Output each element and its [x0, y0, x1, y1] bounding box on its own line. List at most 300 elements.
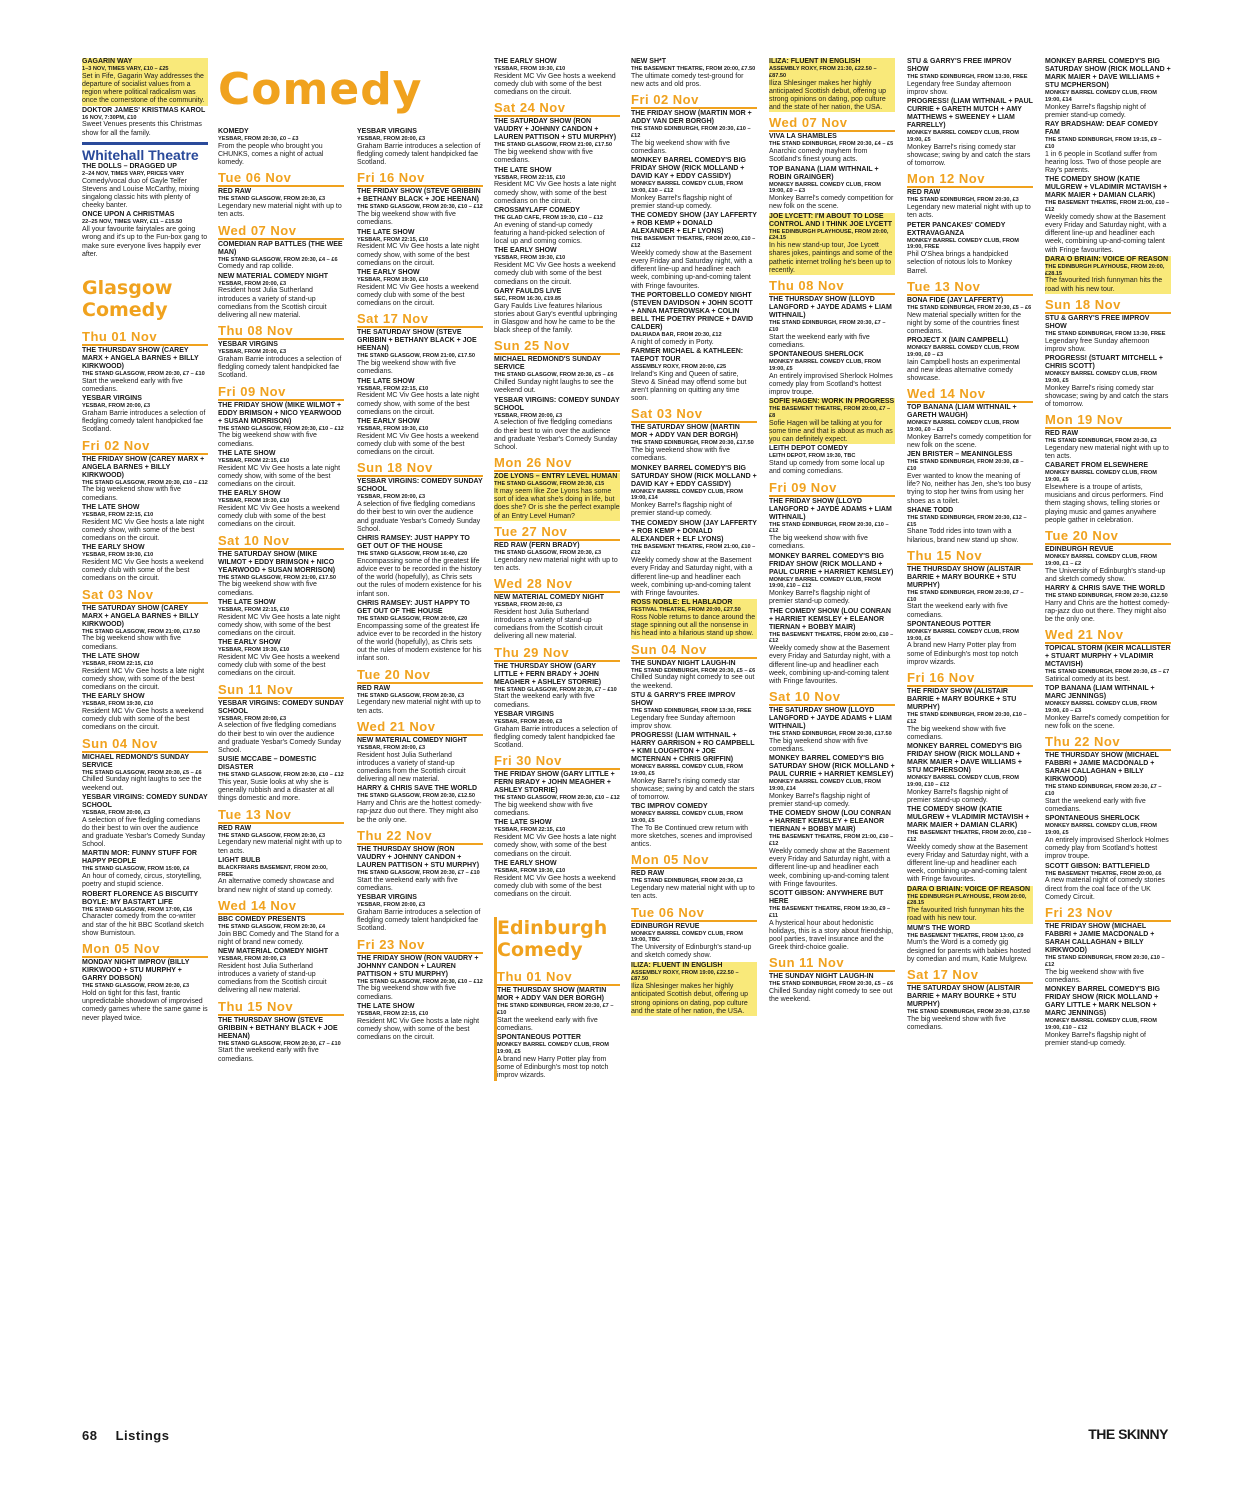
col8-days — [1045, 297, 1171, 1048]
listing-item — [82, 211, 208, 259]
listing-venue: THE BASEMENT THEATRE, FROM 20:00, £10 – £12 — [631, 236, 756, 249]
listing-title: THE FRIDAY SHOW (GARY LITTLE + FERN BRADY + JOHN MEAGHER + ASHLEY STORRIE) — [494, 771, 615, 795]
listing-venue: YESBAR, FROM 20:00, £3 — [494, 412, 563, 419]
listing-desc: An hour of comedy, circus, storytelling, poetry and stupid science. — [82, 873, 202, 889]
listing-venue: MONKEY BARREL COMEDY CLUB, FROM 19:00, FREE — [907, 237, 1019, 251]
listing-title: MONKEY BARREL COMEDY'S BIG FRIDAY SHOW (RICK MOLLAND + PAUL CURRIE + HARRIET KEMSLEY) — [769, 552, 894, 576]
page-title: Comedy — [218, 64, 423, 115]
listing-venue: YESBAR, FROM 22:15, £10 — [357, 385, 429, 392]
listing-venue: THE STAND EDINBURGH, FROM 20:30, £17.50 — [907, 1009, 1030, 1016]
listing-venue: THE STAND GLASGOW, FROM 20:30, £12.50 — [357, 793, 476, 800]
listing-venue: MONKEY BARREL COMEDY CLUB, FROM 19:00, £0 – £3 — [907, 345, 1019, 359]
listing-venue: THE STAND EDINBURGH, FROM 20:30, £17.50 — [631, 440, 754, 447]
listing-desc: Monkey Barrel's comedy competition for new folk on the scene. — [769, 195, 894, 211]
listing-title: THE LATE SHOW — [357, 1002, 415, 1010]
listing-title: GAGARIN WAY — [82, 58, 133, 65]
listing-title: SPONTANEOUS POTTER — [907, 620, 991, 628]
listing-venue: THE STAND GLASGOW, FROM 20:00, £20 — [357, 615, 468, 622]
day-heading: Fri 23 Nov — [357, 937, 483, 954]
listing-title: YESBAR VIRGINS — [218, 341, 278, 349]
listing-title: YESBAR VIRGINS — [82, 395, 142, 403]
listing-desc: Weekly comedy show at the Basement every Friday and Saturday night, with a different line-up and headliner each week, combining up-and-coming talent with Fringe favourites. — [907, 843, 1029, 884]
listing-desc: Monkey Barrel's flagship night of premier stand-up comedy. — [631, 502, 732, 518]
listing-venue: 16 NOV, 7:30PM, £10 — [82, 114, 137, 121]
listing-title: SHANE TODD — [907, 506, 954, 514]
listing-venue: YESBAR, FROM 20:00, £3 — [357, 136, 426, 142]
listing-venue: YESBAR, FROM 22:15, £10 — [357, 1010, 429, 1017]
listing-venue: THE STAND EDINBURGH, FROM 20:30, £5 – £7 — [1045, 669, 1170, 676]
listing-desc: It may seem like Zoe Lyons has some sort of idea what she's doing in life, but does she? Or is she the perfect example of an Entry Level Human? — [494, 488, 620, 520]
listing-desc: Sofie Hagen will be talking at you for some time and that is about as much as you can definitely expect. — [769, 419, 893, 444]
column-7 — [907, 58, 1033, 1033]
listing-desc: The big weekend show with five comedians. — [631, 447, 730, 463]
listing-item — [82, 850, 208, 889]
day-heading: Wed 14 Nov — [218, 898, 344, 915]
listing-title: SCOTT GIBSON: ANYWHERE BUT HERE — [769, 890, 884, 906]
listing-venue: THE STAND GLASGOW, FROM 20:30, £3 — [357, 692, 465, 699]
listing-title: THE EARLY SHOW — [494, 859, 557, 867]
listing-venue: 2–24 NOV, TIMES VARY, PRICES VARY — [82, 170, 185, 177]
listing-item — [82, 959, 208, 1023]
listing-venue: THE STAND EDINBURGH, FROM 13:30, FREE — [907, 74, 1028, 80]
col6-top-list — [769, 58, 895, 112]
listing-item — [218, 756, 344, 803]
listing-title: THE DOLLS – DRAGGED UP — [82, 162, 177, 170]
listing-item — [1045, 752, 1171, 814]
listing-item — [1045, 685, 1171, 731]
listing-title: MICHAEL REDMOND'S SUNDAY SERVICE — [494, 356, 601, 372]
listing-desc: Start the weekend early with five comedians. — [357, 876, 458, 892]
listing-venue: THE STAND GLASGOW, FROM 20:30, £4 — [218, 923, 326, 930]
day-heading: Sun 18 Nov — [357, 460, 483, 477]
listing-item — [1045, 121, 1171, 175]
listing-item — [631, 348, 757, 404]
col8-top-list — [1045, 58, 1171, 294]
listing-venue: THE STAND EDINBURGH, FROM 13:30, FREE — [1045, 330, 1166, 337]
listing-item — [631, 292, 757, 347]
listing-venue: YESBAR, FROM 19:30, £10 — [494, 255, 566, 262]
col4-top-list — [494, 58, 620, 97]
listing-venue: LEITH DEPOT, FROM 19:30, TBC — [769, 453, 856, 460]
listing-title: ILIZA: FLUENT IN ENGLISH — [631, 961, 723, 969]
listing-venue: THE STAND GLASGOW, FROM 20:30, £3 — [494, 549, 602, 556]
listing-desc: The big weekend show with five comedians. — [907, 1015, 1006, 1032]
listing-venue: MONKEY BARREL COMEDY CLUB, FROM 19:00, £1 – £2 — [1045, 554, 1157, 567]
section-name: Listings — [115, 1428, 170, 1443]
listing-title: THE EARLY SHOW — [218, 490, 281, 498]
listing-title: VIVA LA SHAMBLES — [769, 133, 837, 141]
listing-title: STU & GARRY'S FREE IMPROV SHOW — [907, 58, 1012, 73]
listing-desc: Start the weekend early with five comedians. — [497, 1016, 598, 1033]
listing-title: MONKEY BARREL COMEDY'S BIG SATURDAY SHOW (RICK MOLLAND + MARK MAIER + DAVE WILLIAMS + STU MCPHERSON) — [1045, 58, 1171, 89]
listing-venue: MONKEY BARREL COMEDY CLUB, FROM 19:00, £0 – £3 — [769, 181, 881, 195]
listing-item — [907, 404, 1033, 450]
listing-desc: A night of comedy in Porty. — [631, 338, 714, 346]
day-heading: Thu 22 Nov — [357, 828, 483, 845]
listing-item — [218, 639, 344, 678]
listing-desc: The University of Edinburgh's stand-up and sketch comedy show. — [631, 944, 752, 960]
day-heading: Wed 14 Nov — [907, 386, 1033, 403]
listing-desc: Resident MC Viv Gee hosts a weekend comedy club with some of the best comedians on the circuit. — [82, 559, 204, 583]
listing-desc: Resident MC Viv Gee hosts a late night comedy show, with some of the best comedians on the circuit. — [357, 243, 480, 267]
listing-venue: THE STAND EDINBURGH, FROM 20:30, £7 – £10 — [769, 320, 886, 333]
listing-item — [1045, 815, 1171, 861]
listing-venue: YESBAR, FROM 19:30, £10 — [218, 647, 290, 654]
listing-item — [82, 544, 208, 583]
listing-item — [497, 987, 620, 1033]
listing-desc: Resident MC Viv Gee hosts a late night comedy show, with some of the best comedians on the circuit. — [494, 834, 617, 858]
listing-title: THE FRIDAY SHOW (STEVE GRIBBIN + BETHANY BLACK + JOE HEENAN) — [357, 188, 481, 204]
listing-title: COMEDIAN RAP BATTLES (THE WEE MAN) — [218, 240, 343, 256]
listing-item — [218, 241, 344, 272]
listing-desc: The big weekend show with five comedians. — [357, 211, 456, 227]
listing-item — [218, 599, 344, 638]
listing-title: MUM'S THE WORD — [907, 924, 971, 932]
listing-title: ONCE UPON A CHRISTMAS — [82, 211, 175, 219]
listing-title: THE LATE SHOW — [357, 377, 415, 385]
listing-venue: YESBAR, FROM 19:30, £10 — [82, 552, 154, 559]
listing-item — [769, 213, 895, 275]
listing-item — [357, 955, 483, 1002]
listing-item — [631, 803, 757, 849]
listing-venue: THE STAND EDINBURGH, FROM 20:30, £7 – £10 — [497, 1003, 614, 1017]
edinburgh-title: Edinburgh Comedy — [497, 917, 608, 962]
listing-item — [907, 688, 1033, 742]
day-heading: Thu 01 Nov — [497, 969, 620, 986]
listing-item — [631, 58, 757, 89]
listing-desc: Resident MC Viv Gee hosts a weekend comedy club with some of the best comedians on the circuit. — [357, 432, 479, 457]
listing-title: THE FRIDAY SHOW (MARTIN MOR + ADDY VAN DER BORGH) — [631, 110, 752, 126]
listing-title: NEW MATERIAL COMEDY NIGHT — [218, 948, 329, 956]
listing-desc: This year, Susie looks at why she is generally rubbish and a disaster at all things domestic and more. — [218, 779, 334, 803]
listing-desc: A brand new Harry Potter play from some of Edinburgh's most top notch improv wizards. — [907, 642, 1019, 666]
listing-title: MONKEY BARREL COMEDY'S BIG FRIDAY SHOW (RICK MOLLAND + MARK MAIER + DAVE WILLIAMS + STU MCPHERSON) — [907, 743, 1022, 775]
listing-desc: The big weekend show with five comedians. — [357, 985, 456, 1001]
listing-desc: Monkey Barrel's flagship night of premier stand-up comedy. — [769, 590, 870, 606]
listing-title: STU & GARRY'S FREE IMPROV SHOW — [1045, 314, 1150, 330]
listing-venue: THE STAND GLASGOW, FROM 20:30, £15 — [494, 481, 605, 488]
listing-venue: THE BASEMENT THEATRE, FROM 20:00, £10 – £12 — [907, 830, 1032, 843]
col7-top-list — [907, 58, 1033, 168]
listing-title: THE THURSDAY SHOW (CAREY MARX + ANGELA BARNES + BILLY KIRKWOOD) — [82, 347, 199, 371]
listing-venue: THE STAND EDINBURGH, FROM 20:30, £3 — [631, 878, 743, 885]
listing-desc: An alternative comedy showcase and brand new night of stand up comedy. — [218, 878, 334, 894]
listing-venue: THE STAND EDINBURGH, FROM 20:30, £5 – £6 — [769, 981, 894, 988]
listing-item — [769, 890, 895, 952]
listing-desc: Legendary free Sunday afternoon improv show. — [1045, 337, 1150, 353]
listing-venue: THE STAND EDINBURGH, FROM 20:30, £5 – £6 — [631, 667, 756, 674]
day-heading: Tue 20 Nov — [1045, 528, 1171, 545]
listing-title: MONDAY NIGHT IMPROV (BILLY KIRKWOOD + STU MURPHY + GARRY DOBSON) — [82, 959, 190, 983]
listing-title: ROSS NOBLE: EL HABLADOR — [631, 599, 733, 607]
listing-venue: THE BASEMENT THEATRE, FROM 20:00, £6 — [1045, 870, 1162, 877]
listing-title: RED RAW (FERN BRADY) — [494, 541, 580, 549]
day-heading: Thu 29 Nov — [494, 645, 620, 662]
listing-item — [357, 894, 483, 933]
listing-title: THE FRIDAY SHOW (MIKE WILMOT + EDDY BRIMSON + NICO YEARWOOD + SUSAN MORRISON) — [218, 401, 342, 425]
day-heading: Tue 06 Nov — [631, 905, 757, 922]
day-heading: Wed 21 Nov — [1045, 627, 1171, 644]
listing-item — [82, 107, 208, 138]
listing-title: CROSSMYLAFF COMEDY — [494, 207, 580, 215]
listing-item — [82, 58, 208, 106]
listing-venue: THE BASEMENT THEATRE, FROM 21:00, £10 – £12 — [1045, 200, 1170, 213]
day-heading: Sat 17 Nov — [907, 967, 1033, 984]
listing-venue: YESBAR, FROM 20:00, £3 — [218, 715, 287, 722]
listing-title: THE COMEDY SHOW (KATIE MULGREW + VLADIMIR MCTAVISH + MARK MAIER + DAMIAN CLARK) — [1045, 176, 1168, 200]
listing-item — [1045, 315, 1171, 354]
day-heading: Sun 11 Nov — [218, 682, 344, 699]
listing-desc: Weekly comedy show at the Basement every Friday and Saturday night, with a different line-up and headliner each week, combining up-and-coming talent with Fringe favourites. — [769, 848, 891, 888]
listing-title: SPONTANEOUS SHERLOCK — [1045, 815, 1140, 823]
listing-item — [357, 128, 483, 167]
listing-title: THE EARLY SHOW — [357, 418, 420, 426]
listing-title: SPONTANEOUS SHERLOCK — [769, 351, 864, 359]
day-heading: Mon 26 Nov — [494, 455, 620, 472]
listing-desc: Chilled Sunday night laughs to see the weekend out. — [82, 776, 202, 792]
day-heading: Mon 05 Nov — [82, 941, 208, 958]
listing-item — [82, 794, 208, 850]
listing-venue: BLACKFRIARS BASEMENT, FROM 20:00, FREE — [218, 864, 328, 878]
listing-desc: Harry and Chris are the hottest comedy-rap-jazz duo out there. They might also be the only one. — [357, 800, 482, 824]
listing-desc: Resident MC Viv Gee hosts a weekend comedy club with some of the best comedians on the circuit. — [494, 72, 616, 97]
listing-title: THE SATURDAY SHOW (LLOYD LANGFORD + JAYDE ADAMS + LIAM WITHNAIL) — [769, 707, 892, 731]
listing-desc: Legendary new material night with up to ten acts. — [357, 699, 481, 715]
listing-title: SPONTANEOUS POTTER — [497, 1034, 581, 1042]
listing-desc: Legendary new material night with up to ten acts. — [218, 203, 342, 219]
listing-item — [357, 737, 483, 785]
listing-desc: Iliza Shlesinger makes her highly anticipated Scottish debut, offering up strong opinions on dating, pop culture and the state of her nation, the USA. — [631, 983, 749, 1015]
listing-desc: Legendary new material night with up to ten acts. — [494, 556, 618, 572]
page-number: 68 — [82, 1428, 98, 1443]
listing-title: THE EARLY SHOW — [494, 58, 557, 65]
listing-venue: THE STAND GLASGOW, FROM 20:30, £7 – £10 — [494, 686, 617, 693]
column-6 — [769, 58, 895, 1006]
listing-venue: MONKEY BARREL COMEDY CLUB, FROM 19:00, £5 — [631, 811, 743, 825]
listing-venue: MONKEY BARREL COMEDY CLUB, FROM 19:00, £5 — [1045, 470, 1157, 484]
listing-desc: Resident host Julia Sutherland introduces a variety of stand-up comedians from the Scottish circuit delivering all new material. — [357, 751, 466, 784]
listing-desc: Resident MC Viv Gee hosts a weekend comedy club with some of the best comedians on the circuit. — [494, 262, 616, 286]
day-heading: Fri 02 Nov — [631, 92, 757, 109]
listing-venue: THE STAND GLASGOW, FROM 20:30, £7 – £10 — [82, 371, 205, 378]
listing-venue: MONKEY BARREL COMEDY CLUB, FROM 19:00, £10 – £12 — [631, 181, 743, 194]
listing-item — [494, 771, 620, 818]
listing-venue: YESBAR, FROM 20:00, £3 — [218, 349, 287, 356]
listing-venue: YESBAR, FROM 19:30, £10 — [82, 701, 154, 708]
listing-item — [631, 692, 757, 731]
listing-title: THE THURSDAY SHOW (LLOYD LANGFORD + JAYDE ADAMS + LIAM WITHNAIL) — [769, 296, 892, 320]
listing-title: HARRY & CHRIS SAVE THE WORLD — [1045, 585, 1166, 593]
listing-venue: THE STAND EDINBURGH, FROM 20:30, £4 – £5 — [769, 141, 894, 148]
listing-desc: Set in Fife, Gagarin Way addresses the departure of socialist values from a region where political radicalism was once the cornerstone of the community. — [82, 72, 205, 105]
listing-title: TOP BANANA (LIAM WITHNAIL + GARETH WAUGH) — [907, 404, 1017, 420]
listing-venue: THE STAND GLASGOW, FROM 20:30, £10 – £12 — [494, 795, 620, 802]
listing-item — [631, 923, 757, 961]
whitehall-title: Whitehall Theatre — [82, 142, 208, 163]
day-heading: Fri 09 Nov — [218, 384, 344, 401]
listing-title: LEITH DEPOT COMEDY — [769, 445, 848, 453]
listing-desc: Start the weekend early with five comedians. — [769, 333, 870, 349]
listing-desc: Monkey Barrel's flagship night of premier stand-up comedy. — [631, 194, 732, 210]
listing-desc: The big weekend show with five comedians. — [907, 725, 1006, 741]
listing-item — [769, 296, 895, 350]
listing-item — [357, 535, 483, 599]
listing-venue: THE STAND GLASGOW, FROM 20:30, £7 – £10 — [218, 1040, 341, 1047]
listing-desc: A selection of five fledgling comedians do their best to win over the audience and graduate Yesbar's Comedy Sunday School. — [494, 419, 618, 452]
listing-venue: THE STAND GLASGOW, FROM 15:00, £4 — [82, 866, 190, 873]
listing-item — [907, 222, 1033, 276]
listing-desc: Start the weekend early with five comedians. — [218, 1047, 319, 1063]
listing-venue: MONKEY BARREL COMEDY CLUB, FROM 19:00, £0 – £3 — [1045, 701, 1157, 715]
listing-item — [357, 188, 483, 227]
listing-item — [494, 594, 620, 642]
col6-days — [769, 115, 895, 1004]
listing-venue: THE STAND EDINBURGH, FROM 20:30, £5 – £6 — [907, 304, 1032, 311]
listing-title: NEW MATERIAL COMEDY NIGHT — [357, 736, 468, 744]
listing-title: THE THURSDAY SHOW (GARY LITTLE + FERN BRADY + JOHN MEAGHER + ASHLEY STORRIE) — [494, 662, 602, 686]
listing-venue: SEC, FROM 16:30, £19.85 — [494, 295, 562, 302]
listing-venue: MONKEY BARREL COMEDY CLUB, FROM 19:00, £14 — [769, 779, 881, 793]
listing-item — [218, 402, 344, 449]
listing-title: RED RAW — [631, 870, 665, 878]
day-heading: Sat 17 Nov — [357, 311, 483, 328]
listing-desc: From the people who brought you CHUNKS, comes a night of actual komedy. — [218, 142, 324, 167]
listing-venue: THE STAND EDINBURGH, FROM 20:30, £7 – £10 — [907, 589, 1024, 603]
listing-venue: THE EDINBURGH PLAYHOUSE, FROM 20:00, £28.15 — [907, 893, 1027, 907]
listing-item — [218, 490, 344, 529]
listing-desc: Resident host Julia Sutherland introduces a variety of stand-up comedians from the Scottish circuit delivering all new material. — [494, 608, 603, 641]
listing-item — [907, 189, 1033, 220]
listing-venue: YESBAR, FROM 19:30, £10 — [494, 867, 566, 874]
listing-desc: The big weekend show with five comedians. — [218, 432, 317, 448]
listing-title: THE THURSDAY SHOW (MARTIN MOR + ADDY VAN DER BORGH) — [497, 987, 607, 1003]
listing-title: THE FRIDAY SHOW (ALISTAIR BARRIE + MARY BOURKE + STU MURPHY) — [907, 688, 1017, 712]
listing-title: THE EARLY SHOW — [82, 693, 145, 701]
listing-venue: ASSEMBLY ROXY, FROM 20:00, £25 — [631, 363, 727, 370]
listing-title: MONKEY BARREL COMEDY'S BIG FRIDAY SHOW (RICK MOLLAND + GARY LITTLE + MARK NELSON + MARC JENNINGS) — [1045, 986, 1160, 1018]
listing-item — [494, 288, 620, 336]
listing-title: BBC COMEDY PRESENTS — [218, 915, 306, 923]
listing-venue: ASSEMBLY ROXY, FROM 19:00, £22.50 – £87.50 — [631, 969, 739, 983]
day-heading: Thu 15 Nov — [218, 999, 344, 1016]
listing-title: MONKEY BARREL COMEDY'S BIG SATURDAY SHOW (RICK MOLLAND + PAUL CURRIE + HARRIET KEMSLEY) — [769, 755, 895, 779]
listing-desc: The ultimate comedy test-ground for new acts and old pros. — [631, 72, 744, 88]
listing-item — [218, 700, 344, 756]
day-heading: Fri 16 Nov — [907, 670, 1033, 687]
day-heading: Sun 11 Nov — [769, 955, 895, 972]
listing-desc: Graham Barrie introduces a selection of fledgling comedy talent handpicked fae Scotland. — [494, 725, 618, 750]
listing-desc: A new material night of comedy stories direct from the coal face of the UK Comedy Circuit. — [1045, 877, 1165, 901]
listing-item — [218, 1017, 344, 1064]
footer-left — [82, 1428, 169, 1443]
listing-venue: MONKEY BARREL COMEDY CLUB, FROM 19:00, TBC — [631, 930, 743, 944]
listing-desc: Resident MC Viv Gee hosts a late night comedy show, with some of the best comedians on the circuit. — [218, 464, 341, 489]
day-heading: Thu 22 Nov — [1045, 734, 1171, 751]
day-heading: Fri 09 Nov — [769, 480, 895, 497]
listing-desc: Resident MC Viv Gee hosts a late night comedy show, with some of the best comedians on the circuit. — [357, 392, 480, 416]
listing-title: THE LATE SHOW — [82, 503, 140, 511]
listing-item — [357, 269, 483, 308]
listing-desc: Resident MC Viv Gee hosts a late night comedy show, with some of the best comedians on the circuit. — [357, 1017, 480, 1041]
listing-venue: THE BASEMENT THEATRE, FROM 19:30, £9 – £11 — [769, 906, 891, 919]
listing-item — [631, 870, 757, 901]
listing-title: CHRIS RAMSEY: JUST HAPPY TO GET OUT OF THE HOUSE — [357, 599, 470, 615]
listing-desc: Start the weekend early with five comedians. — [82, 377, 183, 394]
listing-item — [907, 98, 1033, 168]
listing-title: HARRY & CHRIS SAVE THE WORLD — [357, 785, 478, 793]
listing-desc: A selection of five fledgling comedians do their best to win over the audience and graduate Yesbar's Comedy Sunday School. — [357, 501, 481, 533]
listing-item — [907, 58, 1033, 97]
listing-desc: A selection of five fledgling comedians do their best to win over the audience and graduate Yesbar's Comedy Sunday School. — [218, 722, 342, 755]
listing-venue: YESBAR, FROM 19:30, £10 — [494, 66, 566, 72]
listing-venue: THE STAND GLASGOW, FROM 20:30, £10 – £12 — [218, 425, 344, 432]
listing-item — [82, 456, 208, 503]
listing-venue: YESBAR, FROM 20:00, £3 — [357, 494, 426, 501]
listing-venue: YESBAR, FROM 20:00, £3 — [82, 809, 151, 816]
listing-item — [1045, 355, 1171, 409]
listing-title: EDINBURGH REVUE — [1045, 546, 1114, 554]
listing-desc: Start the weekend early with five comedians. — [907, 603, 1008, 619]
listing-title: ILIZA: FLUENT IN ENGLISH — [769, 58, 861, 65]
day-heading: Sat 03 Nov — [82, 587, 208, 604]
intro-list — [82, 58, 208, 138]
listing-item — [907, 337, 1033, 383]
listing-desc: The big weekend show with five comedians. — [1045, 968, 1144, 984]
listing-venue: MONKEY BARREL COMEDY CLUB, FROM 19:00, £14 — [1045, 90, 1157, 103]
listing-desc: The big weekend show with five comedians. — [631, 139, 730, 155]
listing-title: MONKEY BARREL COMEDY'S BIG SATURDAY SHOW (RICK MOLLAND + DAVID KAY + EDDY CASSIDY) — [631, 464, 757, 488]
day-heading: Sun 04 Nov — [82, 736, 208, 753]
day-heading: Tue 27 Nov — [494, 524, 620, 541]
listing-item — [1045, 256, 1171, 294]
listing-item — [82, 754, 208, 793]
listing-title: THE LATE SHOW — [494, 819, 552, 827]
column-1 — [82, 58, 208, 1024]
listing-desc: Monkey Barrel's rising comedy star showcase; swing by and catch the stars of tomorrow. — [907, 143, 1031, 168]
listing-desc: An entirely improvised Sherlock Holmes comedy play from Scotland's hottest improv troupe. — [1045, 837, 1169, 861]
col7-days — [907, 171, 1033, 1032]
listing-item — [494, 207, 620, 246]
listing-desc: Legendary new material night with up to ten acts. — [1045, 445, 1169, 461]
listing-title: DARA O BRIAIN: VOICE OF REASON — [1045, 255, 1169, 263]
listing-title: THE LATE SHOW — [494, 166, 552, 174]
listing-venue: MONKEY BARREL COMEDY CLUB, FROM 19:00, £5 — [769, 359, 881, 372]
listing-item — [218, 948, 344, 996]
listing-item — [1045, 585, 1171, 624]
listing-item — [907, 886, 1033, 924]
col3-top-list — [357, 128, 483, 167]
listing-venue: MONKEY BARREL COMEDY CLUB, FROM 19:00, £0 – £3 — [907, 420, 1019, 434]
listing-title: EDINBURGH REVUE — [631, 922, 700, 930]
listing-title: YESBAR VIRGINS — [357, 894, 417, 902]
listing-desc: Legendary free Sunday afternoon improv show. — [907, 80, 1012, 96]
listing-title: PETER PANCAKES' COMEDY EXTRAVAGANZA — [907, 221, 1006, 237]
listing-desc: The big weekend show with five comedians. — [769, 738, 868, 754]
listing-title: CABARET FROM ELSEWHERE — [1045, 462, 1149, 470]
listing-title: ZOE LYONS – ENTRY LEVEL HUMAN — [494, 473, 618, 481]
listing-title: TOP BANANA (LIAM WITHNAIL + ROBIN GRAINGER) — [769, 165, 879, 181]
listing-desc: Stand up comedy from some local up and coming comedians. — [769, 460, 885, 476]
listing-venue: YESBAR, FROM 22:15, £10 — [494, 174, 566, 181]
listing-title: YESBAR VIRGINS: COMEDY SUNDAY SCHOOL — [357, 478, 483, 494]
listing-item — [497, 1034, 620, 1080]
listing-title: THE LATE SHOW — [82, 652, 140, 660]
listing-title: THE THURSDAY SHOW (RON VAUDRY + JOHNNY CANDON + LAUREN PATTISON + STU MURPHY) — [357, 845, 480, 869]
day-heading: Wed 07 Nov — [218, 223, 344, 240]
listing-desc: Elsewhere is a troupe of artists, musicians and circus performers. Find them staging shows, telling stories or playing music and games anywhere people gather in celebration. — [1045, 484, 1164, 524]
listing-title: ROBERT FLORENCE AS BISCUITY BOYLE: MY BASTART LIFE — [82, 890, 198, 906]
listing-item — [218, 825, 344, 856]
